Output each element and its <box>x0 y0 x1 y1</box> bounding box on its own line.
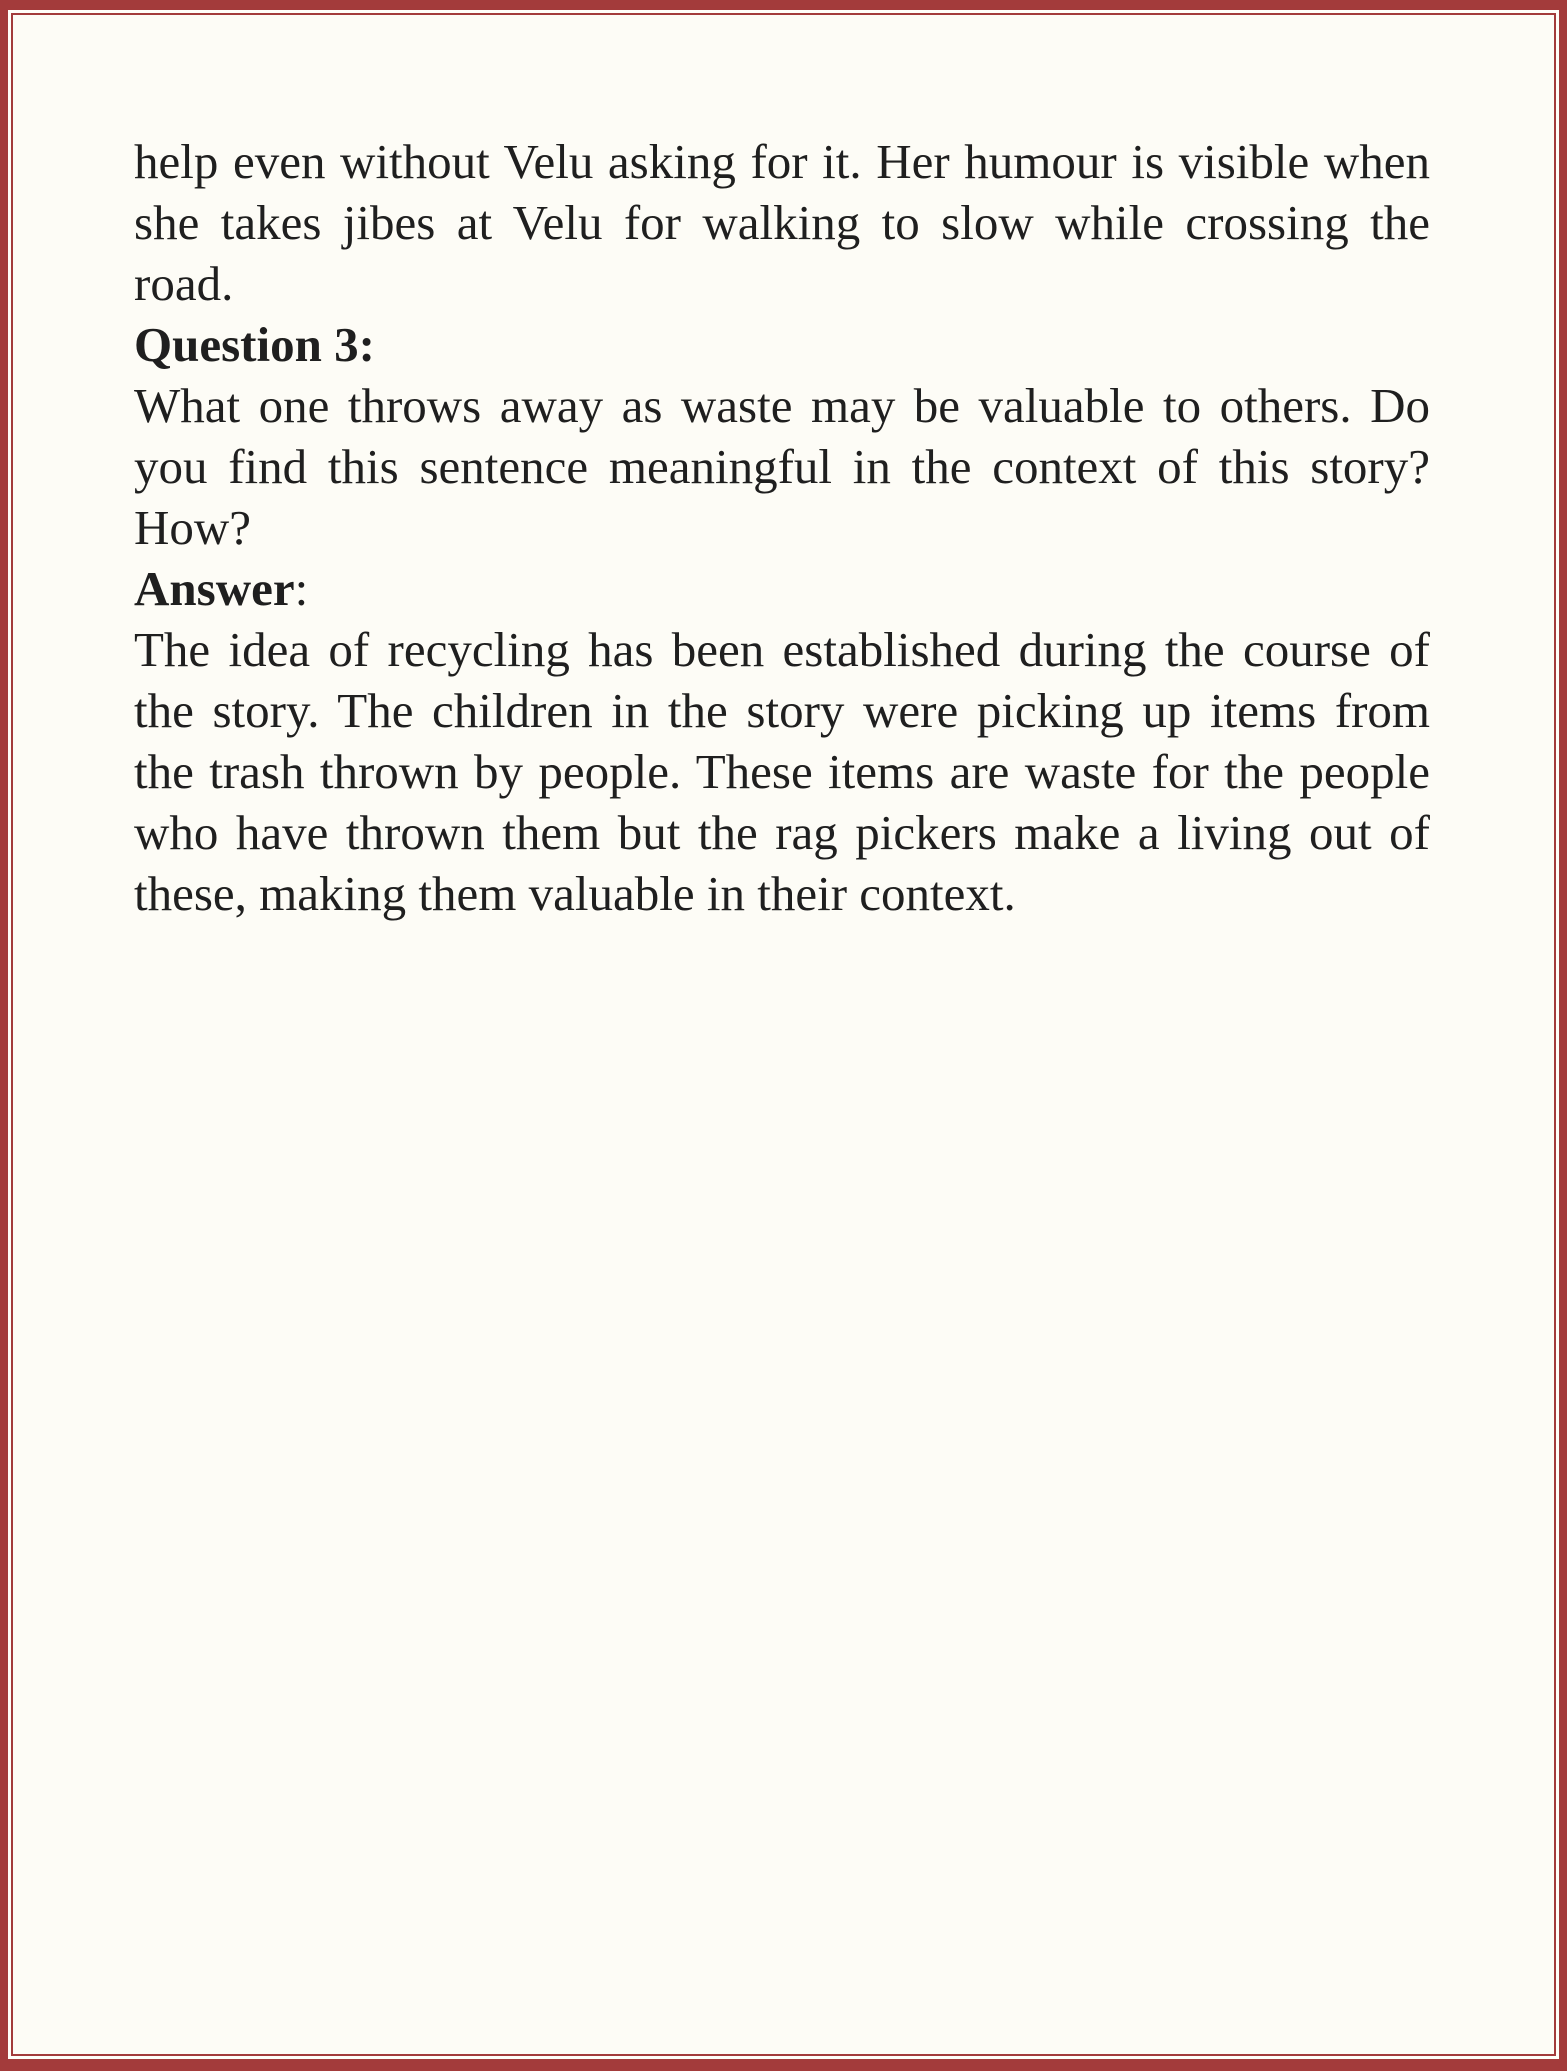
answer-heading-word: Answer <box>134 561 295 616</box>
page-content <box>13 15 1554 924</box>
answer-text: The idea of recycling has been established during the course of the story. The children in the story were picking up items from the trash thrown by people. These items are waste for the people who have thrown them but the rag pickers make a living out of these, making them valuable in their context. <box>134 622 1430 921</box>
answer-heading-colon: : <box>294 561 309 616</box>
question-text: What one throws away as waste may be valuable to others. Do you find this sentence meaningful in the context of this story? How? <box>134 378 1430 555</box>
page-inner-frame <box>11 13 1556 2056</box>
question-heading: Question 3: <box>134 317 375 372</box>
continuation-paragraph: help even without Velu asking for it. Her humour is visible when she takes jibes at Velu for walking to slow while crossing the road. <box>134 134 1430 311</box>
page-border-gap <box>8 10 1559 2059</box>
answer-heading <box>134 558 1430 619</box>
